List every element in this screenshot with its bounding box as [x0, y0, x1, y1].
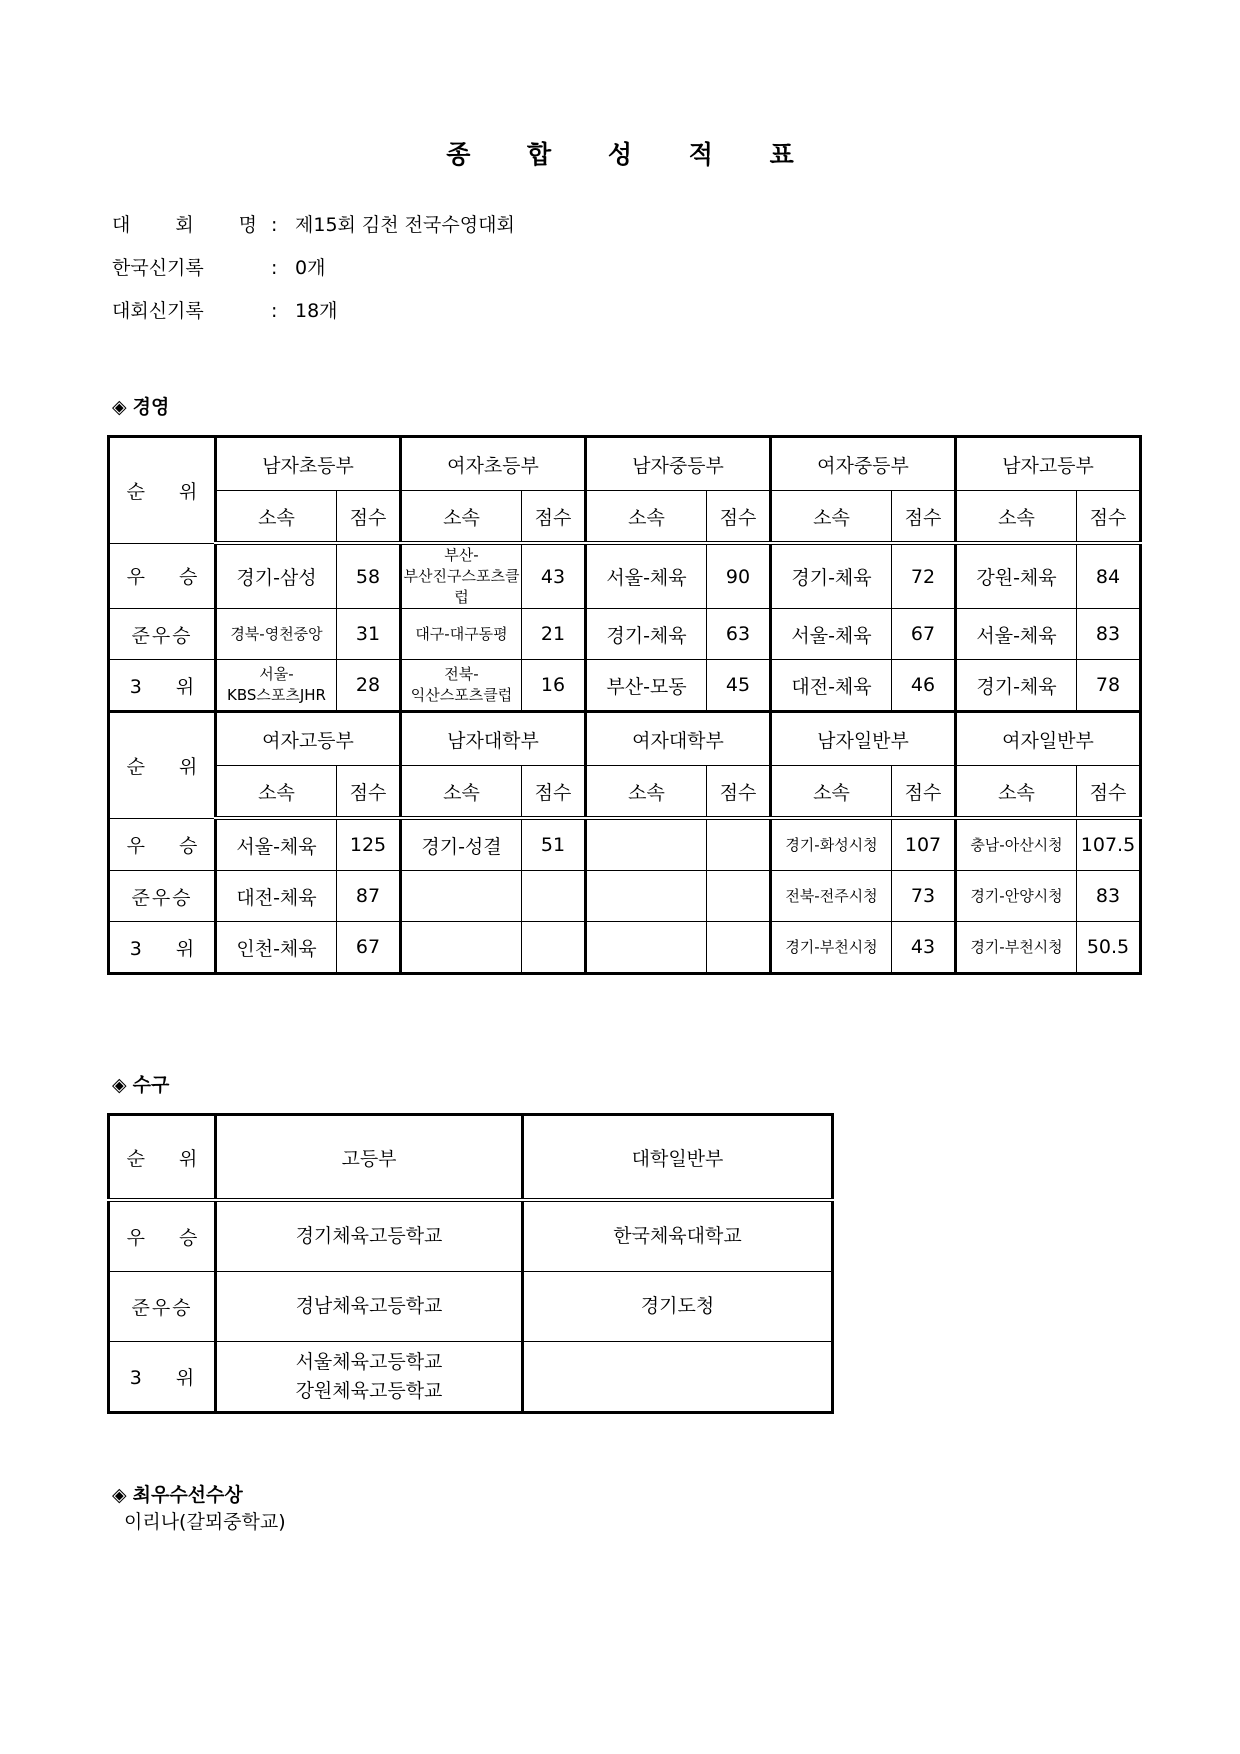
affiliation-cell: 대구-대구동평 — [401, 609, 522, 660]
affiliation-cell: 경기-체육 — [956, 660, 1077, 712]
score-cell: 67 — [892, 609, 956, 660]
table-row — [109, 871, 1141, 922]
diamond-icon: ◈ — [112, 1074, 127, 1096]
table-row — [109, 1272, 833, 1342]
score-header: 점수 — [1077, 766, 1141, 819]
team-cell: 경기체육고등학교 — [216, 1200, 523, 1272]
best-player-name: 이리나(갈뫼중학교) — [124, 1511, 286, 1533]
info-meet-record — [112, 296, 338, 323]
score-cell — [707, 871, 771, 922]
section-swimming-heading — [112, 392, 169, 419]
affiliation-cell: 강원-체육 — [956, 543, 1077, 609]
score-cell — [522, 871, 586, 922]
score-header: 점수 — [522, 491, 586, 544]
affiliation-cell: 경기-부천시청 — [771, 922, 892, 974]
affiliation-header: 소속 — [771, 766, 892, 819]
score-cell: 51 — [522, 818, 586, 871]
score-cell: 78 — [1077, 660, 1141, 712]
info-value: 18개 — [295, 300, 338, 322]
score-header: 점수 — [337, 766, 401, 819]
team-cell — [523, 1342, 833, 1413]
division-header-row — [109, 1115, 833, 1201]
rank-label: 3 위 — [109, 1342, 216, 1413]
info-korean-record — [112, 253, 325, 280]
team-cell: 서울체육고등학교 강원체육고등학교 — [216, 1342, 523, 1413]
affiliation-cell: 충남-아산시청 — [956, 818, 1077, 871]
division-header: 여자초등부 — [401, 437, 586, 491]
table-row — [109, 1200, 833, 1272]
score-cell: 50.5 — [1077, 922, 1141, 974]
score-cell: 43 — [892, 922, 956, 974]
page-title: 종 합 성 적 표 — [446, 140, 818, 169]
score-cell: 84 — [1077, 543, 1141, 609]
rank-label: 3 위 — [109, 660, 216, 712]
table-row — [109, 609, 1141, 660]
section-title: 최우수선수상 — [132, 1484, 243, 1506]
rank-label: 우 승 — [109, 543, 216, 609]
score-header: 점수 — [892, 766, 956, 819]
affiliation-cell: 경기-부천시청 — [956, 922, 1077, 974]
score-cell: 31 — [337, 609, 401, 660]
table-row — [109, 660, 1141, 712]
affiliation-cell: 서울-체육 — [216, 818, 337, 871]
affiliation-cell: 경기-안양시청 — [956, 871, 1077, 922]
rank-header: 순 위 — [109, 712, 216, 819]
section-waterpolo-heading — [112, 1070, 169, 1097]
division-header: 남자고등부 — [956, 437, 1141, 491]
affiliation-cell: 서울- KBS스포츠JHR — [216, 660, 337, 712]
score-header: 점수 — [522, 766, 586, 819]
info-colon: : — [271, 257, 278, 279]
affiliation-cell: 경기-화성시청 — [771, 818, 892, 871]
score-cell: 43 — [522, 543, 586, 609]
score-cell: 63 — [707, 609, 771, 660]
affiliation-cell: 서울-체육 — [771, 609, 892, 660]
score-cell: 21 — [522, 609, 586, 660]
affiliation-header: 소속 — [586, 491, 707, 544]
score-cell: 45 — [707, 660, 771, 712]
team-cell: 한국체육대학교 — [523, 1200, 833, 1272]
score-cell: 90 — [707, 543, 771, 609]
rank-label: 준우승 — [109, 609, 216, 660]
division-header: 여자대학부 — [586, 712, 771, 766]
rank-header: 순 위 — [109, 437, 216, 544]
section-title: 경영 — [132, 396, 170, 418]
info-colon: : — [271, 214, 278, 236]
affiliation-cell: 경기-체육 — [771, 543, 892, 609]
column-header-row — [109, 766, 1141, 819]
division-header: 고등부 — [216, 1115, 523, 1201]
rank-label: 준우승 — [109, 1272, 216, 1342]
affiliation-header: 소속 — [216, 491, 337, 544]
division-header: 남자대학부 — [401, 712, 586, 766]
affiliation-cell: 서울-체육 — [956, 609, 1077, 660]
affiliation-cell: 경기-삼성 — [216, 543, 337, 609]
score-cell: 125 — [337, 818, 401, 871]
affiliation-cell: 경기-체육 — [586, 609, 707, 660]
affiliation-cell: 대전-체육 — [771, 660, 892, 712]
division-header-row — [109, 437, 1141, 491]
info-label: 대 회 명 — [112, 214, 257, 236]
info-colon: : — [271, 300, 278, 322]
affiliation-cell: 부산- 부산진구스포츠클럽 — [401, 543, 522, 609]
info-label: 대회신기록 — [112, 300, 204, 322]
score-cell — [707, 818, 771, 871]
division-header: 여자일반부 — [956, 712, 1141, 766]
score-header: 점수 — [337, 491, 401, 544]
affiliation-cell: 경기-성결 — [401, 818, 522, 871]
division-header-row — [109, 712, 1141, 766]
score-cell: 83 — [1077, 609, 1141, 660]
score-cell: 46 — [892, 660, 956, 712]
affiliation-header: 소속 — [586, 766, 707, 819]
rank-label: 우 승 — [109, 818, 216, 871]
score-cell: 107 — [892, 818, 956, 871]
division-header: 여자고등부 — [216, 712, 401, 766]
affiliation-cell: 대전-체육 — [216, 871, 337, 922]
info-value: 제15회 김천 전국수영대회 — [295, 214, 515, 236]
score-cell: 83 — [1077, 871, 1141, 922]
team-cell: 경기도청 — [523, 1272, 833, 1342]
score-header: 점수 — [892, 491, 956, 544]
affiliation-header: 소속 — [216, 766, 337, 819]
division-header: 남자중등부 — [586, 437, 771, 491]
column-header-row — [109, 491, 1141, 544]
affiliation-cell — [586, 922, 707, 974]
affiliation-cell: 서울-체육 — [586, 543, 707, 609]
team-cell: 경남체육고등학교 — [216, 1272, 523, 1342]
affiliation-header: 소속 — [771, 491, 892, 544]
rank-header: 순 위 — [109, 1115, 216, 1201]
table-row — [109, 543, 1141, 609]
affiliation-header: 소속 — [956, 491, 1077, 544]
affiliation-cell — [586, 818, 707, 871]
division-header: 대학일반부 — [523, 1115, 833, 1201]
affiliation-cell: 전북- 익산스포츠클럽 — [401, 660, 522, 712]
score-cell: 58 — [337, 543, 401, 609]
affiliation-cell — [401, 871, 522, 922]
affiliation-cell: 경북-영천중앙 — [216, 609, 337, 660]
affiliation-header: 소속 — [401, 491, 522, 544]
rank-label: 준우승 — [109, 871, 216, 922]
waterpolo-results-table — [107, 1113, 834, 1414]
score-cell: 107.5 — [1077, 818, 1141, 871]
score-header: 점수 — [707, 766, 771, 819]
diamond-icon: ◈ — [112, 396, 127, 418]
division-header: 여자중등부 — [771, 437, 956, 491]
rank-label: 우 승 — [109, 1200, 216, 1272]
rank-label: 3 위 — [109, 922, 216, 974]
info-value: 0개 — [295, 257, 326, 279]
info-label: 한국신기록 — [112, 257, 204, 279]
division-header: 남자초등부 — [216, 437, 401, 491]
score-cell: 67 — [337, 922, 401, 974]
affiliation-cell: 인천-체육 — [216, 922, 337, 974]
swimming-results-table — [107, 435, 1142, 975]
section-title: 수구 — [132, 1074, 170, 1096]
score-cell — [522, 922, 586, 974]
score-cell: 73 — [892, 871, 956, 922]
score-cell: 87 — [337, 871, 401, 922]
score-cell: 16 — [522, 660, 586, 712]
score-header: 점수 — [1077, 491, 1141, 544]
info-competition-name — [112, 210, 515, 237]
section-best-player-heading — [112, 1480, 243, 1507]
affiliation-cell — [586, 871, 707, 922]
division-header: 남자일반부 — [771, 712, 956, 766]
score-cell: 28 — [337, 660, 401, 712]
affiliation-cell: 부산-모동 — [586, 660, 707, 712]
diamond-icon: ◈ — [112, 1484, 127, 1506]
score-cell: 72 — [892, 543, 956, 609]
affiliation-cell: 전북-전주시청 — [771, 871, 892, 922]
table-row — [109, 1342, 833, 1413]
score-header: 점수 — [707, 491, 771, 544]
affiliation-cell — [401, 922, 522, 974]
affiliation-header: 소속 — [956, 766, 1077, 819]
affiliation-header: 소속 — [401, 766, 522, 819]
table-row — [109, 818, 1141, 871]
score-cell — [707, 922, 771, 974]
table-row — [109, 922, 1141, 974]
